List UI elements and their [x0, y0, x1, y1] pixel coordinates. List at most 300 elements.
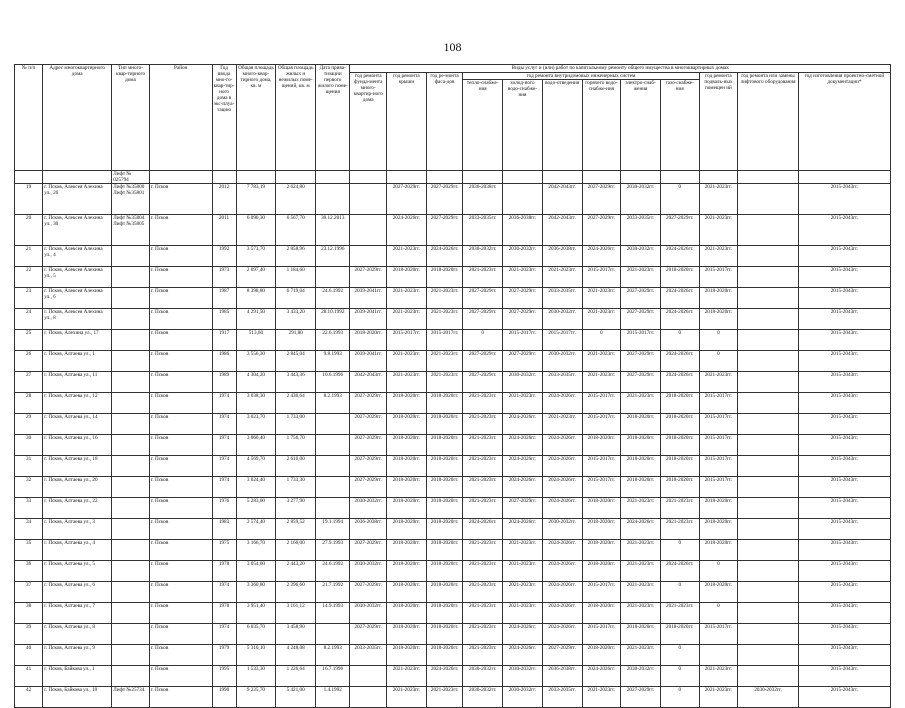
cell-gas: 2024-2026гг. — [660, 372, 699, 393]
cell-privatization-date: 28.10.1992 — [316, 309, 350, 330]
cell-total-area: 3 060,40 — [236, 435, 276, 456]
cell-heat: 2021-2023гг. — [463, 540, 503, 561]
cell-living-area: 4 248,08 — [276, 645, 316, 666]
cell-total-area: 6 035,70 — [236, 624, 276, 645]
cell-heat: 2021-2023гг. — [463, 561, 503, 582]
cell-privatization-date: 22.6.1993 — [316, 330, 350, 351]
cell-living-area: 2 858,96 — [276, 246, 316, 267]
cell-sewer: 2024-2026гг. — [542, 456, 582, 477]
cell-living-area: 1 756,70 — [276, 435, 316, 456]
cell-roof: 2018-2020гг. — [387, 435, 427, 456]
cell-total-area: 3 556,30 — [236, 351, 276, 372]
cell-living-area: 2 859,52 — [276, 519, 316, 540]
cell-cold-water: 2027-2029гг. — [503, 498, 543, 519]
table-row — [15, 666, 891, 687]
cell-basement: 2015-2017гг. — [699, 435, 738, 456]
cell-living-area: 1 226,64 — [276, 666, 316, 687]
cell-facade: 2018-2020гг. — [426, 414, 463, 435]
cell-heat: 2021-2023гг. — [463, 477, 503, 498]
cell-facade: 2018-2020гг. — [426, 624, 463, 645]
cell-lift — [738, 666, 799, 687]
cell-heat: 2033-2035гг. — [463, 215, 503, 246]
cell-living-area: 2 624,80 — [276, 184, 316, 215]
cell-type — [112, 624, 150, 645]
header-electric: электро-снаб-жения — [621, 80, 661, 171]
cell-address: г. Псков, Алтаева ул., 1 — [43, 351, 112, 372]
cell-sewer: 2024-2026гг. — [542, 561, 582, 582]
cell-year: 1974 — [212, 477, 236, 498]
cell-district: г. Псков — [149, 603, 212, 624]
table-row — [15, 215, 891, 246]
cell-hot-water: 2018-2020гг. — [582, 645, 621, 666]
cell-privatization-date: 27.9.1993 — [316, 540, 350, 561]
header-foundation: год ремонта фунда-мента много-квартир-ного дома — [350, 73, 387, 171]
cell-num: 39 — [15, 624, 43, 645]
cell-num: 40 — [15, 645, 43, 666]
cell-gas: 2024-2026гг. — [660, 246, 699, 267]
table-row — [15, 288, 891, 309]
cell-electric: 2027-2029гг. — [621, 372, 661, 393]
table-row — [15, 477, 891, 498]
cell-district: г. Псков — [149, 477, 212, 498]
cell-sewer: 2024-2026гг. — [542, 540, 582, 561]
cell-hot-water: 2018-2020гг. — [582, 561, 621, 582]
table-row — [15, 519, 891, 540]
cell-psd: 2015-2043гг. — [798, 456, 890, 477]
header-works-group: Виды услуг и (или) работ по капитальному ремонту общего имущества в многоквартирных домах — [350, 65, 891, 73]
cell-lift — [738, 645, 799, 666]
cell-num: 41 — [15, 666, 43, 687]
cell-basement: 0 — [699, 603, 738, 624]
cell-num: 26 — [15, 351, 43, 372]
cell-num: 36 — [15, 561, 43, 582]
cell-hot-water: 2015-2017гг. — [582, 267, 621, 288]
cell-hot-water: 2018-2020гг. — [582, 540, 621, 561]
cell-facade: 2024-2026гг. — [426, 246, 463, 267]
cell-district: г. Псков — [149, 498, 212, 519]
cell-sewer: 2024-2026гг. — [542, 624, 582, 645]
cell-living-area: 3 443,36 — [276, 372, 316, 393]
cell-psd: 2015-2043гг. — [798, 184, 890, 215]
cell-lift — [738, 267, 799, 288]
cell-year: 1974 — [212, 582, 236, 603]
cell-hot-water: 2015-2017гг. — [582, 393, 621, 414]
cell-district: г. Псков — [149, 687, 212, 708]
cell-living-area: 5 421,00 — [276, 687, 316, 708]
cell-address: г. Псков, Алтаева ул., 12 — [43, 393, 112, 414]
cell-foundation: 2027-2029гг. — [350, 456, 387, 477]
cell-sewer: 2042-2043гг. — [542, 184, 582, 215]
cell-basement: 2018-2020гг. — [699, 309, 738, 330]
cell-electric: 2018-2020гг. — [621, 456, 661, 477]
cell-psd: 2015-2043гг. — [798, 624, 890, 645]
cell-facade: 2018-2020гг. — [426, 540, 463, 561]
cell-total-area: 3 054,00 — [236, 561, 276, 582]
cell-electric: 2027-2029гг. — [621, 351, 661, 372]
cell-roof: 2021-2023гг. — [387, 309, 427, 330]
cell-basement: 2018-2020гг. — [699, 288, 738, 309]
cell-gas: 2018-2020гг. — [660, 414, 699, 435]
cell-total-area: 3 360,80 — [236, 582, 276, 603]
cell-address: г. Псков, Алтаева ул., 5 — [43, 561, 112, 582]
cell-type — [112, 540, 150, 561]
cell-address: г. Псков, Алексея Алехина ул., 26 — [43, 184, 112, 215]
cell-district: г. Псков — [149, 414, 212, 435]
cell-num: 23 — [15, 288, 43, 309]
cell-cold-water: 2021-2023гг. — [503, 561, 543, 582]
cell-num: 19 — [15, 184, 43, 215]
cell-foundation: 2033-2035гг. — [350, 645, 387, 666]
cell-basement: 2018-2020гг. — [699, 540, 738, 561]
cell-lift — [738, 393, 799, 414]
cell-cold-water: 2024-2026гг. — [503, 456, 543, 477]
cell-living-area: 2 296,60 — [276, 582, 316, 603]
header-basement: год ремонта подваль-ных помещен ий — [699, 73, 738, 171]
cell-sewer: 2030-2032гг. — [542, 309, 582, 330]
cell-lift — [738, 351, 799, 372]
cell-type — [112, 393, 150, 414]
cell-heat: 0 — [463, 330, 503, 351]
cell-total-area: 3 023,70 — [236, 414, 276, 435]
cell-cold-water: 2024-2026гг. — [503, 414, 543, 435]
table-row — [15, 435, 891, 456]
cell-address: г. Псков, Алехина ул., 17 — [43, 330, 112, 351]
cell-roof: 2018-2020гг. — [387, 582, 427, 603]
cell-district: г. Псков — [149, 330, 212, 351]
cell-heat: 2021-2023гг. — [463, 456, 503, 477]
cell-district: г. Псков — [149, 561, 212, 582]
cell-privatization-date: 19.1.1994 — [316, 519, 350, 540]
cell-electric: 2021-2023гг. — [621, 393, 661, 414]
cell-basement: 2018-2020гг. — [699, 582, 738, 603]
cell-gas: 2018-2020гг. — [660, 267, 699, 288]
cell-heat: 2021-2023гг. — [463, 624, 503, 645]
cell-gas: 0 — [660, 184, 699, 215]
table-row — [15, 372, 891, 393]
cell-roof: 2024-2026гг. — [387, 215, 427, 246]
cell-cold-water: 2024-2026гг. — [503, 435, 543, 456]
cell-district: г. Псков — [149, 246, 212, 267]
cell-psd: 2015-2043гг. — [798, 288, 890, 309]
cell-gas: 2021-2023гг. — [660, 498, 699, 519]
cell-type — [112, 645, 150, 666]
cell-foundation: 2036-2038гг. — [350, 519, 387, 540]
cell-type — [112, 267, 150, 288]
cell-year: 1978 — [212, 561, 236, 582]
cell-lift — [738, 498, 799, 519]
cell-roof: 2021-2023гг. — [387, 288, 427, 309]
cell-gas: 0 — [660, 540, 699, 561]
cell-foundation: 2027-2029гг. — [350, 435, 387, 456]
cell-heat: 2024-2026гг. — [463, 519, 503, 540]
cell-hot-water: 2021-2023гг. — [582, 372, 621, 393]
cell-psd: 2015-2043гг. — [798, 645, 890, 666]
table-row — [15, 456, 891, 477]
cell-year: 1983 — [212, 519, 236, 540]
cell-sewer: 2036-2038гг. — [542, 246, 582, 267]
cell-cold-water: 2030-2032гг. — [503, 687, 543, 708]
header-address: Адрес многоквартирного дома — [43, 65, 112, 171]
cell-type — [112, 666, 150, 687]
cell-address: г. Псков, Байкова ул., 1 — [43, 666, 112, 687]
cell-basement: 2015-2017гг. — [699, 477, 738, 498]
cell-facade: 2018-2020гг. — [426, 582, 463, 603]
cell-roof: 2018-2020гг. — [387, 603, 427, 624]
cell-privatization-date: 30.12.2013 — [316, 215, 350, 246]
cell-heat: 2027-2029гг. — [463, 288, 503, 309]
table-row — [15, 540, 891, 561]
cell-lift — [738, 477, 799, 498]
cell-foundation: 2027-2029гг. — [350, 582, 387, 603]
cell-address: г. Псков, Алтаева ул., 22 — [43, 498, 112, 519]
cell-hot-water: 2015-2017гг. — [582, 477, 621, 498]
cell-privatization-date — [316, 498, 350, 519]
cell-privatization-date: 16.7.1996 — [316, 666, 350, 687]
cell-address: г. Псков, Алексея Алехина ул., 5 — [43, 267, 112, 288]
cell-gas: 2018-2020гг. — [660, 435, 699, 456]
cell-electric: 2018-2020гг. — [621, 414, 661, 435]
cell-psd: 2015-2043гг. — [798, 540, 890, 561]
cell-num: 27 — [15, 372, 43, 393]
cell-living-area: 6 567,70 — [276, 215, 316, 246]
header-hot-water: горячего водо-снабже-ния — [582, 80, 621, 171]
cell-num: 22 — [15, 267, 43, 288]
cell-privatization-date — [316, 624, 350, 645]
cell-district: г. Псков — [149, 351, 212, 372]
cell-lift — [738, 603, 799, 624]
cell-total-area: 6 090,30 — [236, 215, 276, 246]
cell-total-area: 3 166,70 — [236, 540, 276, 561]
cell-sewer: 2024-2026гг. — [542, 603, 582, 624]
cell-district: г. Псков — [149, 645, 212, 666]
table-row-continuation — [15, 171, 891, 184]
cell-living-area: 3 161,12 — [276, 603, 316, 624]
cell-address: г. Псков, Байкова ул., 10 — [43, 687, 112, 708]
cell-total-area: 4 304,20 — [236, 372, 276, 393]
cell-psd: 2015-2043гг. — [798, 215, 890, 246]
cell-psd: 2015-2043гг. — [798, 582, 890, 603]
cell-address: г. Псков, Алексея Алехина ул., 8 — [43, 309, 112, 330]
cell-lift — [738, 184, 799, 215]
cell-year: 1973 — [212, 267, 236, 288]
cell-num: 29 — [15, 414, 43, 435]
cell-type — [112, 288, 150, 309]
cell-living-area: 6 719,04 — [276, 288, 316, 309]
cell-sewer: 2024-2026гг. — [542, 477, 582, 498]
cell-electric: 2033-2035гг. — [621, 215, 661, 246]
cell-privatization-date: 21.7.1992 — [316, 582, 350, 603]
cell-living-area: 3 458,90 — [276, 624, 316, 645]
cell-foundation: 2030-2032гг. — [350, 603, 387, 624]
cell-address: г. Псков, Алтаева ул., 7 — [43, 603, 112, 624]
table-row — [15, 687, 891, 708]
cell-cold-water: 2027-2029гг. — [503, 309, 543, 330]
table-row — [15, 645, 891, 666]
cell-hot-water: 2018-2020гг. — [582, 498, 621, 519]
cell-privatization-date — [316, 267, 350, 288]
cell-roof: 2021-2023гг. — [387, 666, 427, 687]
cell-facade: 2021-2023гг. — [426, 288, 463, 309]
cell-type: Лифт №35800 Лифт №35801 — [112, 184, 150, 215]
cell-hot-water: 2015-2017гг. — [582, 582, 621, 603]
cell-roof: 2021-2023гг. — [387, 372, 427, 393]
cell-total-area: 4 569,70 — [236, 456, 276, 477]
cell-living-area: 291,80 — [276, 330, 316, 351]
cell-type — [112, 519, 150, 540]
cell-address: г. Псков, Алтаева ул., 11 — [43, 372, 112, 393]
cell-basement: 2021-2023гг. — [699, 215, 738, 246]
cell-electric: 2021-2023гг. — [621, 498, 661, 519]
cell-lift — [738, 246, 799, 267]
header-engineering-group: год ремонта внутридомовых инженерных систем — [463, 73, 699, 80]
header-living-area: Общая площадь жилых и нежилых поме-щений, кв. м — [276, 65, 316, 171]
cell-total-area: 8 398,80 — [236, 288, 276, 309]
cell-hot-water: 2021-2023гг. — [582, 288, 621, 309]
cell-total-area: 7 783,19 — [236, 184, 276, 215]
cell-privatization-date: 8.2.1993 — [316, 645, 350, 666]
cell-facade: 2018-2020гг. — [426, 477, 463, 498]
cell-facade: 2018-2020гг. — [426, 519, 463, 540]
cell-electric: 2021-2023гг. — [621, 561, 661, 582]
cell-sewer: 2024-2026гг. — [542, 393, 582, 414]
cell-basement: 2021-2023гг. — [699, 666, 738, 687]
cell-foundation: 2027-2029гг. — [350, 414, 387, 435]
table-row — [15, 309, 891, 330]
cell-psd: 2015-2043гг. — [798, 267, 890, 288]
cell-address: г. Псков, Алтаева ул., 3 — [43, 519, 112, 540]
cell-facade: 2018-2020гг. — [426, 456, 463, 477]
cell-privatization-date: 8.2.1993 — [316, 393, 350, 414]
cell-year: 1985 — [212, 309, 236, 330]
cell-hot-water: 2024-2026гг. — [582, 246, 621, 267]
cell-address: г. Псков, Алтаева ул., 8 — [43, 624, 112, 645]
cell-roof: 2018-2020гг. — [387, 477, 427, 498]
cell-privatization-date — [316, 456, 350, 477]
cell-district: г. Псков — [149, 184, 212, 215]
cell-psd: 2015-2043гг. — [798, 498, 890, 519]
cell-hot-water: 2024-2026гг. — [582, 666, 621, 687]
cell-privatization-date — [316, 414, 350, 435]
cell-privatization-date: 1.4.1992 — [316, 687, 350, 708]
cell-address: г. Псков, Алтаева ул., 20 — [43, 477, 112, 498]
cell-heat: 2021-2023гг. — [463, 414, 503, 435]
cell-electric: 2021-2023гг. — [621, 267, 661, 288]
cell-num: 25 — [15, 330, 43, 351]
cell-facade: 2027-2029гг. — [426, 184, 463, 215]
cell-cold-water: 2024-2026гг. — [503, 624, 543, 645]
cell-lift — [738, 519, 799, 540]
cell-cold-water: 2027-2029гг. — [503, 351, 543, 372]
cell-hot-water: 2021-2023гг. — [582, 351, 621, 372]
cell-roof: 2018-2020гг. — [387, 540, 427, 561]
cell-psd: 2015-2043гг. — [798, 519, 890, 540]
cell-type — [112, 561, 150, 582]
cell-foundation — [350, 666, 387, 687]
cell-foundation: 2042-2043гг. — [350, 372, 387, 393]
cell-living-area: 2 166,00 — [276, 540, 316, 561]
cell-roof: 2021-2023гг. — [387, 351, 427, 372]
cell-total-area: 5 283,00 — [236, 498, 276, 519]
cell-heat: 2021-2023гг. — [463, 267, 503, 288]
cell-type: Лифт №35804 Лифт №35805 — [112, 215, 150, 246]
cell-total-area: 9 225,70 — [236, 687, 276, 708]
cell-heat: 2030-2032гг. — [463, 687, 503, 708]
cell-num: 35 — [15, 540, 43, 561]
cell-basement: 0 — [699, 351, 738, 372]
cell-living-area: 2 616,00 — [276, 456, 316, 477]
cell-roof: 2018-2020гг. — [387, 645, 427, 666]
cell-num: 34 — [15, 519, 43, 540]
cell-roof: 2021-2023гг. — [387, 246, 427, 267]
cell-year: 1978 — [212, 603, 236, 624]
cell-sewer: 2024-2026гг. — [542, 435, 582, 456]
cell-year: 2011 — [212, 215, 236, 246]
cell-address: г. Псков, Алтаева ул., 16 — [43, 435, 112, 456]
cell-type — [112, 582, 150, 603]
table-row — [15, 561, 891, 582]
cell-num: 30 — [15, 435, 43, 456]
cell-roof: 2018-2020гг. — [387, 624, 427, 645]
cell-sewer: 2042-2043гг. — [542, 215, 582, 246]
cell-total-area: 3 038,30 — [236, 393, 276, 414]
cell-hot-water: 2018-2020гг. — [582, 519, 621, 540]
cell-num: 31 — [15, 456, 43, 477]
cell-year: 1974 — [212, 435, 236, 456]
cell-type — [112, 351, 150, 372]
cell-sewer: 2033-2035гг. — [542, 288, 582, 309]
cell-facade: 2021-2023гг. — [426, 309, 463, 330]
cell-num: 32 — [15, 477, 43, 498]
cell-total-area: 3 573,70 — [236, 246, 276, 267]
cell-type — [112, 372, 150, 393]
cell-foundation: 2018-2020гг. — [350, 330, 387, 351]
cell-district: г. Псков — [149, 267, 212, 288]
cell-basement: 2015-2017гг. — [699, 456, 738, 477]
cell-sewer: 2021-2023гг. — [542, 414, 582, 435]
cell-gas: 2018-2020гг. — [660, 456, 699, 477]
cell-gas: 2024-2026гг. — [660, 351, 699, 372]
cell-type — [112, 309, 150, 330]
cell-lift — [738, 456, 799, 477]
cell-type — [112, 477, 150, 498]
cell-year: 1974 — [212, 414, 236, 435]
cell-psd: 2015-2043гг. — [798, 414, 890, 435]
cell-heat: 2021-2023гг. — [463, 393, 503, 414]
cell-cold-water: 2024-2026гг. — [503, 519, 543, 540]
cell-year: 1986 — [212, 351, 236, 372]
cell-district: г. Псков — [149, 215, 212, 246]
cell-address: г. Псков, Алексея Алехина ул., 6 — [43, 288, 112, 309]
cell-privatization-date — [316, 184, 350, 215]
cell-privatization-date: 24.6.1992 — [316, 288, 350, 309]
cell-hot-water: 0 — [582, 330, 621, 351]
cell-total-area: 2 097,40 — [236, 267, 276, 288]
cell-basement: 2015-2017гг. — [699, 267, 738, 288]
cell-psd: 2015-2043гг. — [798, 351, 890, 372]
cell-cold-water: 2021-2023гг. — [503, 603, 543, 624]
cell-roof: 2027-2029гг. — [387, 184, 427, 215]
table-body — [15, 171, 891, 708]
cell-year: 2012 — [212, 184, 236, 215]
cell-lift — [738, 414, 799, 435]
cell-gas: 2024-2026гг. — [660, 561, 699, 582]
cell-electric: 2030-2032гг. — [621, 184, 661, 215]
cell-type — [112, 246, 150, 267]
header-gas: газо-снабже-ния — [660, 80, 699, 171]
header-district: Район — [149, 65, 212, 171]
table-row — [15, 267, 891, 288]
cell-psd: 2015-2043гг. — [798, 309, 890, 330]
